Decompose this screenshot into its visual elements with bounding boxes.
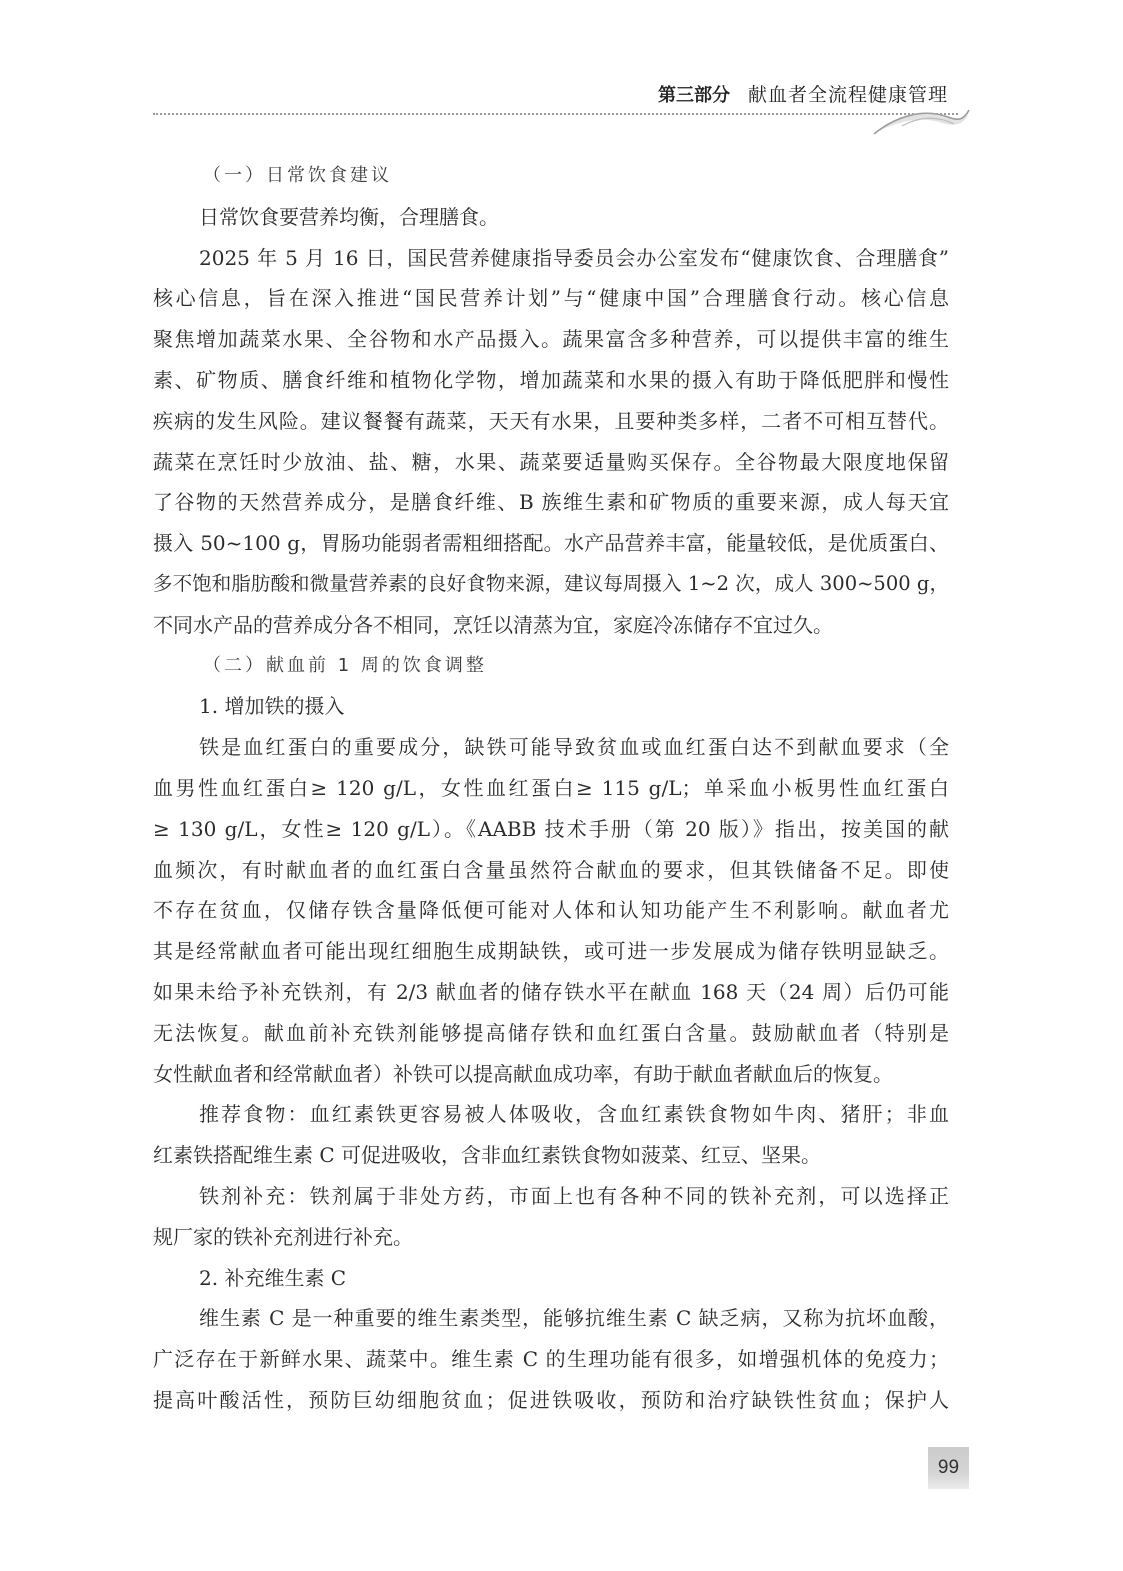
text-line: 规厂家的铁补充剂进行补充。 [153,1224,413,1249]
paragraph [153,238,949,646]
text-line: 广泛存在于新鲜水果、蔬菜中。维生素 C 的生理功能有很多，如增强机体的免疫力； [153,1347,949,1372]
text-line: 血男性血红蛋白≥ 120 g/L，女性血红蛋白≥ 115 g/L；单采血小板男性血红蛋白 [153,775,949,800]
text-line: 女性献血者和经常献血者）补铁可以提高献血成功率，有助于献血者献血后的恢复。 [153,1061,893,1086]
text-line: 2025 年 5 月 16 日，国民营养健康指导委员会办公室发布“健康饮食、合理膳食” [199,245,949,270]
paragraph [153,197,949,238]
text-line: 多不饱和脂肪酸和微量营养素的良好食物来源，建议每周摄入 1~2 次，成人 300~500 g， [153,571,949,595]
list-heading [153,1258,949,1299]
page-number: 99 [928,1447,969,1489]
text-line: 如果未给予补充铁剂，有 2/3 献血者的储存铁水平在献血 168 天（24 周）后仍可能 [153,979,949,1004]
text-line: 2. 补充维生素 C [199,1265,347,1290]
paragraph [153,1094,949,1176]
text-line: 提高叶酸活性，预防巨幼细胞贫血；促进铁吸收，预防和治疗缺铁性贫血；保护人 [153,1387,949,1412]
text-line: 不存在贫血，仅储存铁含量降低便可能对人体和认知功能产生不利影响。献血者尤 [153,898,949,923]
text-line: 铁是血红蛋白的重要成分，缺铁可能导致贫血或血红蛋白达不到献血要求（全 [199,735,949,760]
paragraph [153,727,949,1094]
paragraph [153,1298,949,1420]
subheading [153,646,949,687]
part-title: 献血者全流程健康管理 [747,84,948,106]
subheading [153,156,949,197]
text-line: （一）日常饮食建议 [203,165,392,186]
text-line: 素、矿物质、膳食纤维和植物化学物，增加蔬菜和水果的摄入有助于降低肥胖和慢性 [153,367,949,392]
text-line: 红素铁搭配维生素 C 可促进吸收，含非血红素铁食物如菠菜、红豆、坚果。 [153,1143,822,1168]
decorative-swoosh-icon [872,96,972,140]
text-line: 摄入 50~100 g，胃肠功能弱者需粗细搭配。水产品营养丰富，能量较低，是优质蛋白、 [153,531,949,556]
text-line: ≥ 130 g/L，女性≥ 120 g/L）。《AABB 技术手册（第 20 版）》指出，按美国的献 [153,816,949,841]
text-line: 血频次，有时献血者的血红蛋白含量虽然符合献血的要求，但其铁储备不足。即使 [153,857,949,882]
paragraph [153,1176,949,1258]
text-line: （二）献血前 1 周的饮食调整 [203,654,487,676]
text-line: 铁剂补充：铁剂属于非处方药，市面上也有各种不同的铁补充剂，可以选择正 [199,1183,949,1208]
list-heading [153,686,949,727]
text-line: 疾病的发生风险。建议餐餐有蔬菜，天天有水果，且要种类多样，二者不可相互替代。 [153,408,949,433]
text-line: 其是经常献血者可能出现红细胞生成期缺铁，或可进一步发展成为储存铁明显缺乏。 [153,939,949,964]
text-line: 日常饮食要营养均衡，合理膳食。 [199,204,499,229]
text-line: 核心信息，旨在深入推进“国民营养计划”与“健康中国”合理膳食行动。核心信息 [153,286,949,311]
text-line: 推荐食物：血红素铁更容易被人体吸收，含血红素铁食物如牛肉、猪肝；非血 [199,1102,949,1127]
header-dotted-rule [153,113,958,115]
text-line: 不同水产品的营养成分各不相同，烹饪以清蒸为宜，家庭冷冻储存不宜过久。 [153,612,833,637]
text-line: 了谷物的天然营养成分，是膳食纤维、B 族维生素和矿物质的重要来源，成人每天宜 [153,490,949,515]
text-line: 聚焦增加蔬菜水果、全谷物和水产品摄入。蔬果富含多种营养，可以提供丰富的维生 [153,327,949,352]
body-text [153,156,949,1421]
part-label: 第三部分 [657,85,730,106]
text-line: 维生素 C 是一种重要的维生素类型，能够抗维生素 C 缺乏病，又称为抗坏血酸， [199,1306,949,1331]
text-line: 无法恢复。献血前补充铁剂能够提高储存铁和血红蛋白含量。鼓励献血者（特别是 [153,1020,949,1045]
text-line: 蔬菜在烹饪时少放油、盐、糖，水果、蔬菜要适量购买保存。全谷物最大限度地保留 [153,449,949,474]
text-line: 1. 增加铁的摄入 [199,694,345,719]
